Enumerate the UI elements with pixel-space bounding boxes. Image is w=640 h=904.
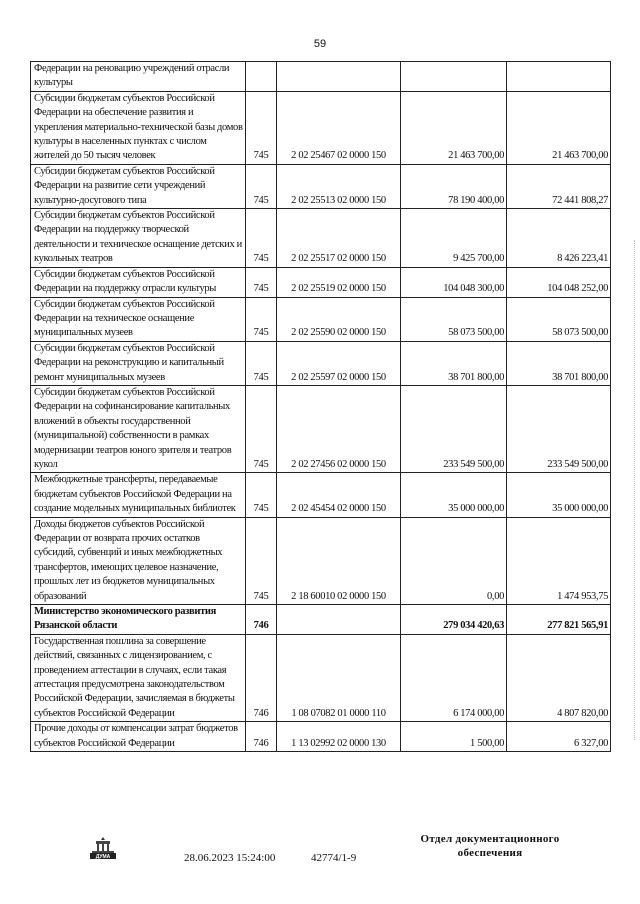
- admin-code-cell: 745: [246, 517, 277, 604]
- row-name-cell: Межбюджетные трансферты, передаваемые бюджетам субъектов Российской Федерации на создание модельных муниципальных библиотек: [31, 473, 246, 517]
- planned-amount-cell: 279 034 420,63: [401, 605, 507, 635]
- admin-code-cell: 745: [246, 473, 277, 517]
- actual-amount-cell: 21 463 700,00: [507, 91, 611, 164]
- planned-amount-cell: 58 073 500,00: [401, 297, 507, 341]
- actual-amount-cell: 4 807 820,00: [507, 634, 611, 721]
- row-name-cell: Министерство экономического развития Рязанской области: [31, 605, 246, 635]
- planned-amount-cell: 1 500,00: [401, 722, 507, 752]
- row-name-cell: Доходы бюджетов субъектов Российской Федерации от возврата прочих остатков субсидий, субвенций и иных межбюджетных трансфертов, имеющих целевое назначение, прошлых лет из бюджетов муниципальных образований: [31, 517, 246, 604]
- planned-amount-cell: 38 701 800,00: [401, 341, 507, 385]
- actual-amount-cell: [507, 62, 611, 92]
- table-row: [31, 297, 611, 341]
- planned-amount-cell: [401, 62, 507, 92]
- table-row: [31, 634, 611, 721]
- actual-amount-cell: 38 701 800,00: [507, 341, 611, 385]
- row-name-cell: Государственная пошлина за совершение действий, связанных с лицензированием, с проведением аттестации в случаях, если такая аттестация предусмотрена законодательством Российской Федерации, зачисляемая в бюджеты субъектов Российской Федерации: [31, 634, 246, 721]
- planned-amount-cell: 21 463 700,00: [401, 91, 507, 164]
- budget-code-cell: [277, 62, 401, 92]
- table-row: [31, 722, 611, 752]
- table-row: [31, 91, 611, 164]
- budget-code-cell: 2 02 25517 02 0000 150: [277, 209, 401, 268]
- table-row: [31, 517, 611, 604]
- footer-datetime: 28.06.2023 15:24:00: [184, 852, 276, 864]
- actual-amount-cell: 6 327,00: [507, 722, 611, 752]
- actual-amount-cell: 58 073 500,00: [507, 297, 611, 341]
- planned-amount-cell: 104 048 300,00: [401, 267, 507, 297]
- table-row: [31, 164, 611, 208]
- admin-code-cell: 746: [246, 605, 277, 635]
- admin-code-cell: 745: [246, 341, 277, 385]
- admin-code-cell: 746: [246, 634, 277, 721]
- planned-amount-cell: 233 549 500,00: [401, 385, 507, 472]
- admin-code-cell: 745: [246, 164, 277, 208]
- planned-amount-cell: 6 174 000,00: [401, 634, 507, 721]
- budget-code-cell: 1 13 02992 02 0000 130: [277, 722, 401, 752]
- budget-code-cell: 2 02 25513 02 0000 150: [277, 164, 401, 208]
- row-name-cell: Прочие доходы от компенсации затрат бюджетов субъектов Российской Федерации: [31, 722, 246, 752]
- actual-amount-cell: 233 549 500,00: [507, 385, 611, 472]
- row-name-cell: Субсидии бюджетам субъектов Российской Федерации на реконструкцию и капитальный ремонт муниципальных музеев: [31, 341, 246, 385]
- table-row: [31, 341, 611, 385]
- revenue-table-body: [31, 62, 611, 752]
- row-name-cell: Субсидии бюджетам субъектов Российской Федерации на техническое оснащение муниципальных музеев: [31, 297, 246, 341]
- actual-amount-cell: 1 474 953,75: [507, 517, 611, 604]
- admin-code-cell: 745: [246, 297, 277, 341]
- budget-code-cell: 2 02 25467 02 0000 150: [277, 91, 401, 164]
- budget-code-cell: 2 02 25590 02 0000 150: [277, 297, 401, 341]
- table-row: [31, 62, 611, 92]
- admin-code-cell: 745: [246, 267, 277, 297]
- actual-amount-cell: 35 000 000,00: [507, 473, 611, 517]
- budget-code-cell: [277, 605, 401, 635]
- admin-code-cell: 745: [246, 91, 277, 164]
- logo-text: ДУМА: [95, 854, 111, 860]
- planned-amount-cell: 35 000 000,00: [401, 473, 507, 517]
- actual-amount-cell: 277 821 565,91: [507, 605, 611, 635]
- page-number: 59: [313, 38, 327, 50]
- footer-reference: 42774/1-9: [311, 852, 357, 864]
- table-row: [31, 209, 611, 268]
- admin-code-cell: 745: [246, 385, 277, 472]
- row-name-cell: Субсидии бюджетам субъектов Российской Федерации на развитие сети учреждений культурно-досугового типа: [31, 164, 246, 208]
- footer-department-line2: обеспечения: [457, 847, 523, 859]
- actual-amount-cell: 72 441 808,27: [507, 164, 611, 208]
- footer-department: [400, 832, 580, 860]
- admin-code-cell: 745: [246, 209, 277, 268]
- admin-code-cell: 746: [246, 722, 277, 752]
- row-name-cell: Федерации на реновацию учреждений отрасли культуры: [31, 62, 246, 92]
- budget-code-cell: 1 08 07082 01 0000 110: [277, 634, 401, 721]
- planned-amount-cell: 9 425 700,00: [401, 209, 507, 268]
- row-name-cell: Субсидии бюджетам субъектов Российской Федерации на поддержку отрасли культуры: [31, 267, 246, 297]
- table-row: [31, 605, 611, 635]
- duma-logo: [86, 836, 120, 860]
- budget-code-cell: 2 02 25519 02 0000 150: [277, 267, 401, 297]
- table-row: [31, 385, 611, 472]
- planned-amount-cell: 0,00: [401, 517, 507, 604]
- row-name-cell: Субсидии бюджетам субъектов Российской Федерации на софинансирование капитальных вложений в объекты государственной (муниципальной) собственности в рамках модернизации театров юного зрителя и театров кукол: [31, 385, 246, 472]
- footer-department-line1: Отдел документационного: [420, 833, 560, 845]
- actual-amount-cell: 104 048 252,00: [507, 267, 611, 297]
- planned-amount-cell: 78 190 400,00: [401, 164, 507, 208]
- budget-code-cell: 2 02 45454 02 0000 150: [277, 473, 401, 517]
- row-name-cell: Субсидии бюджетам субъектов Российской Федерации на поддержку творческой деятельности и техническое оснащение детских и кукольных театров: [31, 209, 246, 268]
- row-name-cell: Субсидии бюджетам субъектов Российской Федерации на обеспечение развития и укрепления материально-технической базы домов культуры в населенных пунктах с числом жителей до 50 тысяч человек: [31, 91, 246, 164]
- admin-code-cell: [246, 62, 277, 92]
- budget-code-cell: 2 02 27456 02 0000 150: [277, 385, 401, 472]
- revenue-table: [30, 61, 611, 752]
- table-row: [31, 267, 611, 297]
- actual-amount-cell: 8 426 223,41: [507, 209, 611, 268]
- budget-code-cell: 2 02 25597 02 0000 150: [277, 341, 401, 385]
- margin-dotted-line: [634, 240, 636, 740]
- budget-code-cell: 2 18 60010 02 0000 150: [277, 517, 401, 604]
- table-row: [31, 473, 611, 517]
